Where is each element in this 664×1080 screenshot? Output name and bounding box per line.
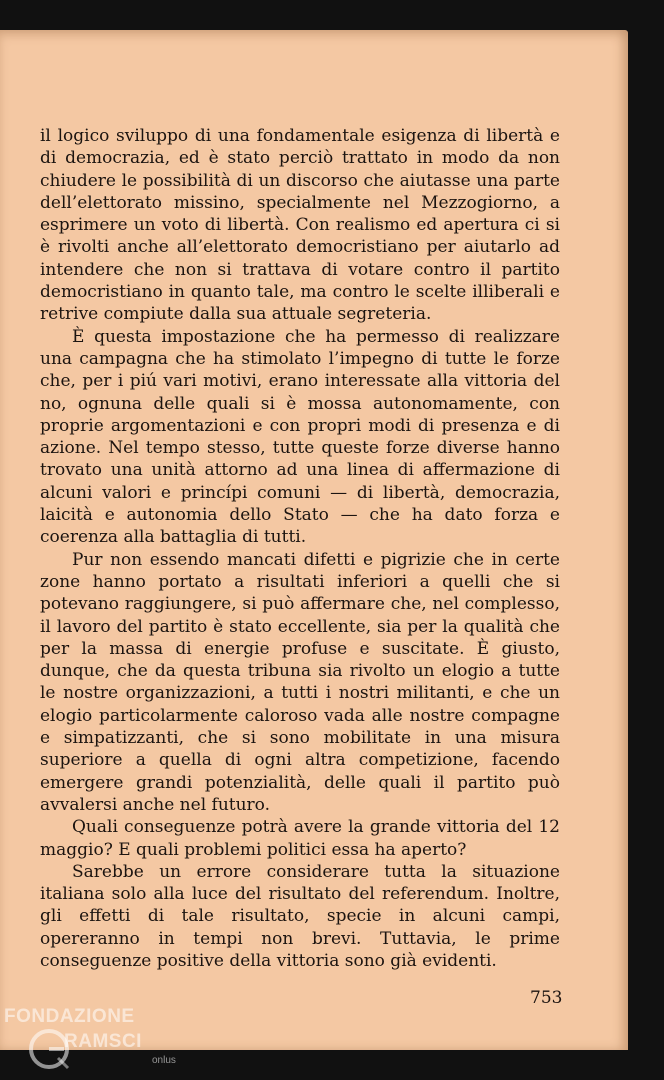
page-number: 753 [530, 988, 563, 1008]
fondazione-gramsci-watermark [4, 1006, 204, 1076]
body-text [40, 125, 560, 972]
watermark-line-3: onlus [152, 1055, 176, 1066]
book-page [0, 30, 628, 1050]
paragraph-5: Sarebbe un errore considerare tutta la situazione italiana solo alla luce del risultato del referendum. Inoltre, gli effetti di tale risultato, specie in alcuni campi, opereranno in tempi non brevi. Tuttavia, le prime conseguenze positive della vittoria sono già evidenti. [40, 861, 560, 971]
paragraph-3: Pur non essendo mancati difetti e pigrizie che in certe zone hanno portato a risultati inferiori a quelli che si potevano raggiungere, si può affermare che, nel complesso, il lavoro del partito è stato eccellente, sia per la qualità che per la massa di energie profuse e suscitate. È giusto, dunque, che da questa tribuna sia rivolto un elogio a tutte le nostre organizzazioni, a tutti i nostri militanti, e che un elogio particolarmente caloroso vada alle nostre compagne e simpatizzanti, che si sono mobilitate in una misura superiore a quella di ogni altra competizione, facendo emergere grandi potenzialità, delle quali il partito può avvalersi anche nel futuro. [40, 549, 560, 815]
paragraph-4: Quali conseguenze potrà avere la grande vittoria del 12 maggio? E quali problemi politici essa ha aperto? [40, 817, 560, 860]
paragraph-2: È questa impostazione che ha permesso di realizzare una campagna che ha stimolato l’impegno di tutte le forze che, per i piú vari motivi, erano interessate alla vittoria del no, ognuna delle quali si è mossa autonomamente, con proprie argomentazioni e con propri modi di presenza e di azione. Nel tempo stesso, tutte queste forze diverse hanno trovato una unità attorno ad una linea di affermazione di alcuni valori e princípi comuni — di libertà, democrazia, laicità e autonomia dello Stato — che ha dato forza e coerenza alla battaglia di tutti. [40, 326, 560, 548]
watermark-line-1: FONDAZIONE [4, 1006, 135, 1027]
paragraph-1: il logico sviluppo di una fondamentale esigenza di libertà e di democrazia, ed è stato perciò trattato in modo da non chiudere le possibilità di un discorso che aiutasse una parte dell’elettorato missino, specialmente nel Mezzogiorno, a esprimere un voto di libertà. Con realismo ed apertura ci si è rivolti anche all’elettorato democristiano per aiutarlo ad intendere che non si trattava di votare contro il partito democristiano in quanto tale, ma contro le scelte illiberali e retrive compiute dalla sua attuale segreteria. [40, 126, 560, 325]
watermark-line-2: RAMSCI [64, 1031, 142, 1052]
